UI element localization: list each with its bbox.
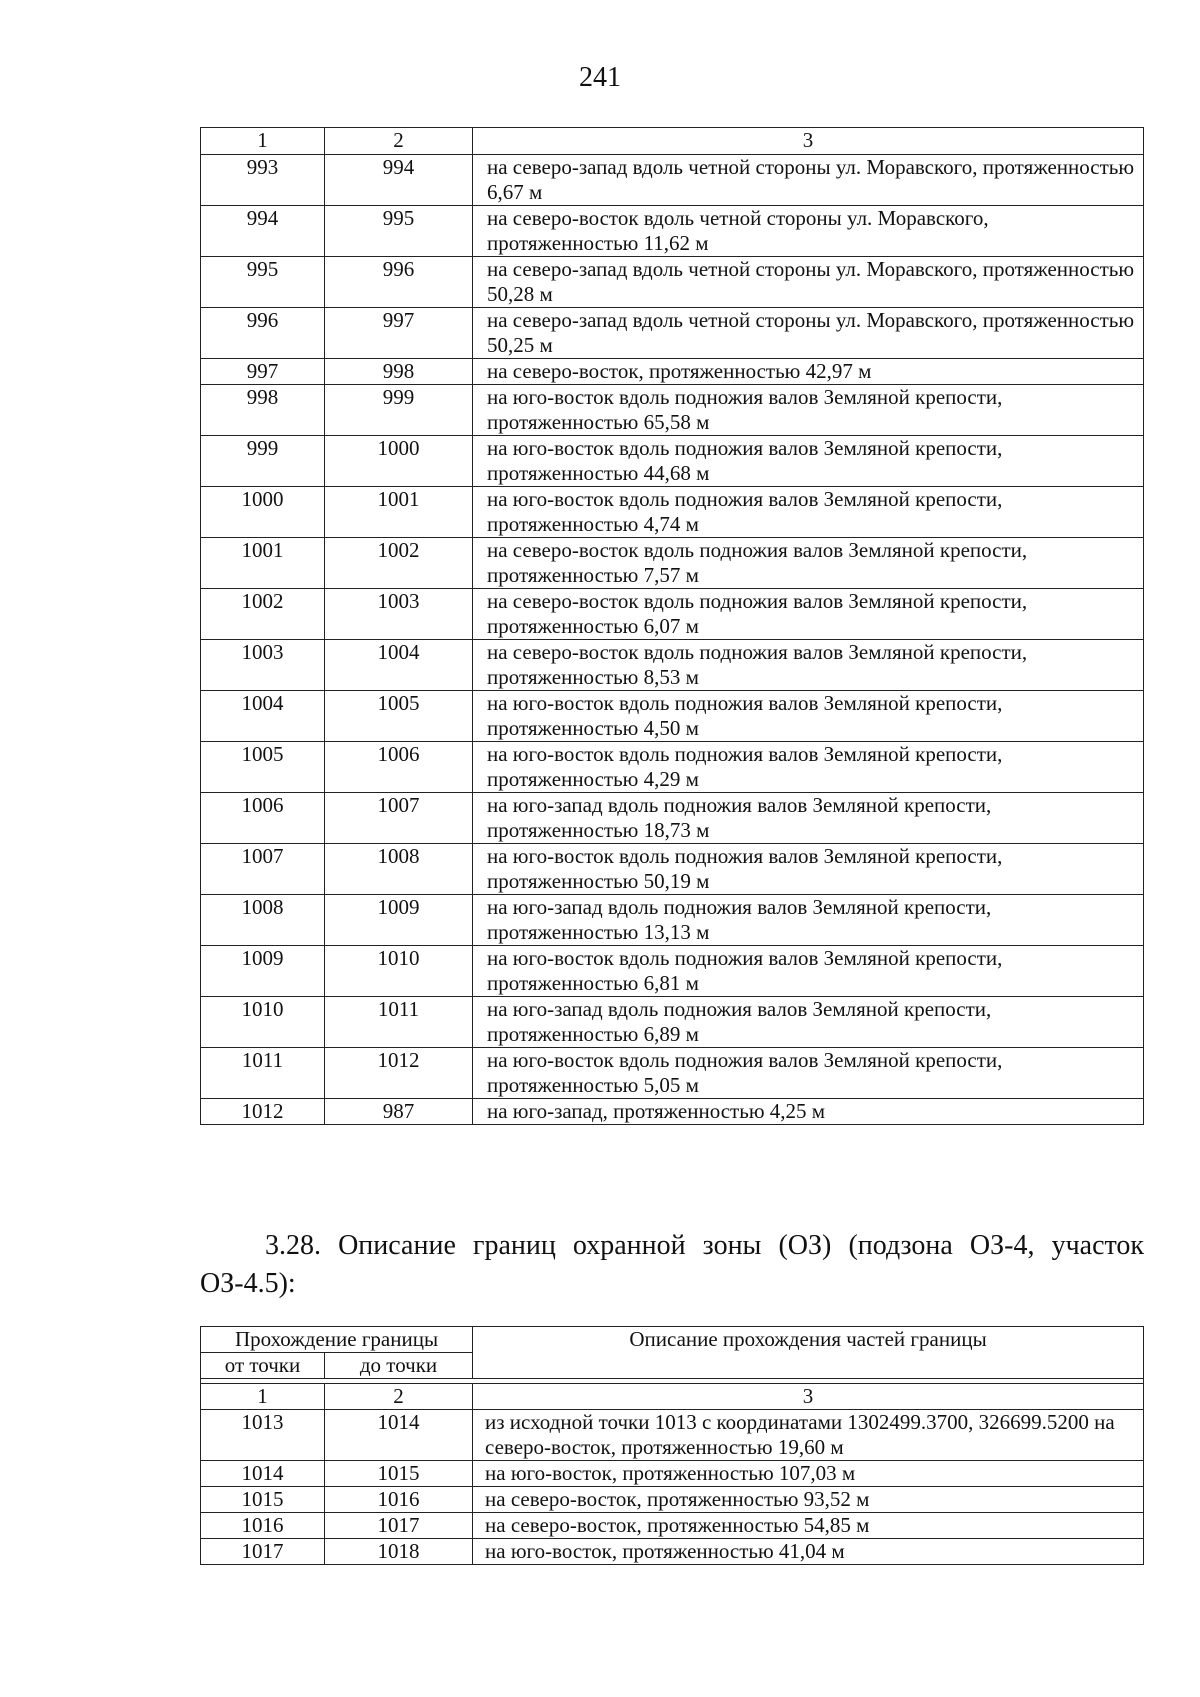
from-point-cell: 996 bbox=[201, 308, 325, 359]
description-cell: на юго-запад вдоль подножия валов Земляной крепости, протяженностью 13,13 м bbox=[473, 895, 1144, 946]
to-point-cell: 1011 bbox=[325, 997, 473, 1048]
table-row bbox=[201, 359, 1144, 385]
header-from-point: от точки bbox=[201, 1353, 325, 1379]
description-cell: на северо-восток вдоль подножия валов Земляной крепости, протяженностью 6,07 м bbox=[473, 589, 1144, 640]
description-cell: на юго-восток, протяженностью 107,03 м bbox=[473, 1461, 1144, 1487]
description-cell: на юго-запад вдоль подножия валов Земляной крепости, протяженностью 18,73 м bbox=[473, 793, 1144, 844]
to-point-cell: 1005 bbox=[325, 691, 473, 742]
description-cell: на юго-восток вдоль подножия валов Земляной крепости, протяженностью 4,50 м bbox=[473, 691, 1144, 742]
to-point-cell: 998 bbox=[325, 359, 473, 385]
to-point-cell: 1010 bbox=[325, 946, 473, 997]
description-cell: на северо-восток вдоль подножия валов Земляной крепости, протяженностью 8,53 м bbox=[473, 640, 1144, 691]
table-row bbox=[201, 538, 1144, 589]
table-header-row bbox=[201, 1327, 1144, 1353]
from-point-cell: 1008 bbox=[201, 895, 325, 946]
table-row bbox=[201, 155, 1144, 206]
description-cell: на северо-запад вдоль четной стороны ул. Моравского, протяженностью 6,67 м bbox=[473, 155, 1144, 206]
header-boundary-passage: Прохождение границы bbox=[201, 1327, 473, 1353]
to-point-cell: 995 bbox=[325, 206, 473, 257]
table-row bbox=[201, 206, 1144, 257]
to-point-cell: 1002 bbox=[325, 538, 473, 589]
description-cell: на северо-восток, протяженностью 54,85 м bbox=[473, 1513, 1144, 1539]
from-point-cell: 999 bbox=[201, 436, 325, 487]
to-point-cell: 987 bbox=[325, 1099, 473, 1125]
table-row bbox=[201, 844, 1144, 895]
description-cell: на юго-восток вдоль подножия валов Земляной крепости, протяженностью 50,19 м bbox=[473, 844, 1144, 895]
from-point-cell: 1009 bbox=[201, 946, 325, 997]
description-cell: на юго-восток вдоль подножия валов Земляной крепости, протяженностью 4,74 м bbox=[473, 487, 1144, 538]
column-number: 3 bbox=[473, 128, 1144, 155]
to-point-cell: 1017 bbox=[325, 1513, 473, 1539]
from-point-cell: 1017 bbox=[201, 1539, 325, 1565]
from-point-cell: 1004 bbox=[201, 691, 325, 742]
description-cell: на юго-запад, протяженностью 4,25 м bbox=[473, 1099, 1144, 1125]
from-point-cell: 1003 bbox=[201, 640, 325, 691]
table-row bbox=[201, 1487, 1144, 1513]
to-point-cell: 1016 bbox=[325, 1487, 473, 1513]
column-number: 1 bbox=[201, 128, 325, 155]
table-row bbox=[201, 1410, 1144, 1461]
from-point-cell: 995 bbox=[201, 257, 325, 308]
section-heading: 3.28. Описание границ охранной зоны (ОЗ) (подзона ОЗ-4, участок ОЗ-4.5): bbox=[200, 1230, 1144, 1299]
from-point-cell: 1012 bbox=[201, 1099, 325, 1125]
from-point-cell: 1002 bbox=[201, 589, 325, 640]
description-cell: на северо-восток вдоль четной стороны ул. Моравского, протяженностью 11,62 м bbox=[473, 206, 1144, 257]
to-point-cell: 996 bbox=[325, 257, 473, 308]
description-cell: на юго-восток вдоль подножия валов Земляной крепости, протяженностью 4,29 м bbox=[473, 742, 1144, 793]
from-point-cell: 1016 bbox=[201, 1513, 325, 1539]
boundary-table-continued bbox=[200, 127, 1144, 1125]
from-point-cell: 997 bbox=[201, 359, 325, 385]
table-row bbox=[201, 257, 1144, 308]
description-cell: на юго-запад вдоль подножия валов Земляной крепости, протяженностью 6,89 м bbox=[473, 997, 1144, 1048]
from-point-cell: 1000 bbox=[201, 487, 325, 538]
table-row bbox=[201, 308, 1144, 359]
column-number: 3 bbox=[473, 1384, 1144, 1410]
to-point-cell: 994 bbox=[325, 155, 473, 206]
description-cell: на юго-восток вдоль подножия валов Земляной крепости, протяженностью 5,05 м bbox=[473, 1048, 1144, 1099]
header-to-point: до точки bbox=[325, 1353, 473, 1379]
to-point-cell: 1014 bbox=[325, 1410, 473, 1461]
from-point-cell: 1010 bbox=[201, 997, 325, 1048]
description-cell: на северо-восток, протяженностью 42,97 м bbox=[473, 359, 1144, 385]
table-row bbox=[201, 1048, 1144, 1099]
page-number: 241 bbox=[579, 62, 621, 93]
to-point-cell: 1009 bbox=[325, 895, 473, 946]
table-row bbox=[201, 1539, 1144, 1565]
table-row bbox=[201, 946, 1144, 997]
to-point-cell: 1015 bbox=[325, 1461, 473, 1487]
table-row bbox=[201, 589, 1144, 640]
to-point-cell: 1004 bbox=[325, 640, 473, 691]
description-cell: на юго-восток вдоль подножия валов Земляной крепости, протяженностью 65,58 м bbox=[473, 385, 1144, 436]
from-point-cell: 993 bbox=[201, 155, 325, 206]
description-cell: на северо-восток, протяженностью 93,52 м bbox=[473, 1487, 1144, 1513]
table-row bbox=[201, 1099, 1144, 1125]
to-point-cell: 997 bbox=[325, 308, 473, 359]
table-row bbox=[201, 487, 1144, 538]
to-point-cell: 1008 bbox=[325, 844, 473, 895]
table-row bbox=[201, 640, 1144, 691]
table-row bbox=[201, 436, 1144, 487]
from-point-cell: 1013 bbox=[201, 1410, 325, 1461]
from-point-cell: 1005 bbox=[201, 742, 325, 793]
table-row bbox=[201, 1513, 1144, 1539]
table-row bbox=[201, 742, 1144, 793]
to-point-cell: 1001 bbox=[325, 487, 473, 538]
to-point-cell: 1003 bbox=[325, 589, 473, 640]
description-cell: из исходной точки 1013 с координатами 1302499.3700, 326699.5200 на северо-восток, протяженностью 19,60 м bbox=[473, 1410, 1144, 1461]
to-point-cell: 999 bbox=[325, 385, 473, 436]
column-number: 2 bbox=[325, 128, 473, 155]
column-number: 2 bbox=[325, 1384, 473, 1410]
description-cell: на северо-запад вдоль четной стороны ул. Моравского, протяженностью 50,25 м bbox=[473, 308, 1144, 359]
column-number-row bbox=[201, 128, 1144, 155]
description-cell: на юго-восток вдоль подножия валов Земляной крепости, протяженностью 6,81 м bbox=[473, 946, 1144, 997]
header-description: Описание прохождения частей границы bbox=[473, 1327, 1144, 1379]
column-number-row bbox=[201, 1384, 1144, 1410]
description-cell: на северо-восток вдоль подножия валов Земляной крепости, протяженностью 7,57 м bbox=[473, 538, 1144, 589]
table-row bbox=[201, 895, 1144, 946]
from-point-cell: 1007 bbox=[201, 844, 325, 895]
to-point-cell: 1006 bbox=[325, 742, 473, 793]
table-row bbox=[201, 385, 1144, 436]
to-point-cell: 1007 bbox=[325, 793, 473, 844]
from-point-cell: 1006 bbox=[201, 793, 325, 844]
from-point-cell: 1014 bbox=[201, 1461, 325, 1487]
column-number: 1 bbox=[201, 1384, 325, 1410]
table-row bbox=[201, 997, 1144, 1048]
to-point-cell: 1018 bbox=[325, 1539, 473, 1565]
from-point-cell: 994 bbox=[201, 206, 325, 257]
table-row bbox=[201, 691, 1144, 742]
to-point-cell: 1012 bbox=[325, 1048, 473, 1099]
boundary-table-oz-4-5 bbox=[200, 1326, 1144, 1565]
from-point-cell: 998 bbox=[201, 385, 325, 436]
from-point-cell: 1015 bbox=[201, 1487, 325, 1513]
table-row bbox=[201, 793, 1144, 844]
description-cell: на юго-восток, протяженностью 41,04 м bbox=[473, 1539, 1144, 1565]
from-point-cell: 1001 bbox=[201, 538, 325, 589]
to-point-cell: 1000 bbox=[325, 436, 473, 487]
from-point-cell: 1011 bbox=[201, 1048, 325, 1099]
description-cell: на северо-запад вдоль четной стороны ул. Моравского, протяженностью 50,28 м bbox=[473, 257, 1144, 308]
table-row bbox=[201, 1461, 1144, 1487]
description-cell: на юго-восток вдоль подножия валов Земляной крепости, протяженностью 44,68 м bbox=[473, 436, 1144, 487]
